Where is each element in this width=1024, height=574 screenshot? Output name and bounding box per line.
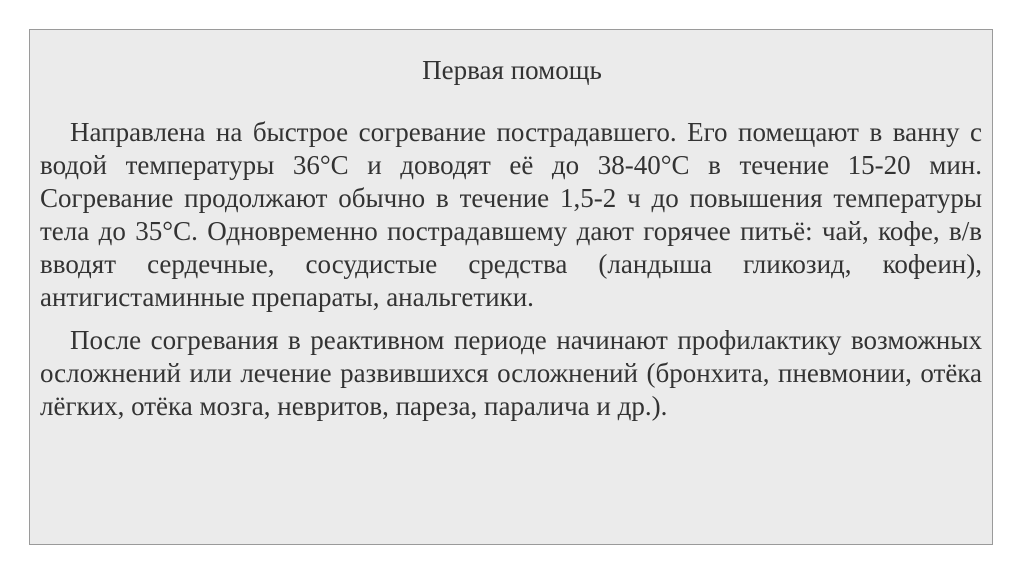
slide-body [40, 116, 982, 423]
slide-title: Первая помощь [422, 55, 602, 85]
paragraph-first-aid: Направлена на быстрое согревание пострадавшего. Его помещают в ванну с водой температуры 36°С и доводят её до 38-40°С в течение 15-20 мин. Согревание продолжают обычно в течение 1,5-2 ч до повышения температуры тела до 35°С. Одновременно пострадавшему дают горячее питьё: чай, кофе, в/в вводят сердечные, сосудистые средства (ландыша гликозид, кофеин), антигистаминные препараты, анальгетики. [40, 117, 982, 312]
paragraph-after-warming: После согревания в реактивном периоде начинают профилактику возможных осложнений или лечение развившихся осложнений (бронхита, пневмонии, отёка лёгких, отёка мозга, невритов, пареза, паралича и др.). [40, 325, 982, 421]
